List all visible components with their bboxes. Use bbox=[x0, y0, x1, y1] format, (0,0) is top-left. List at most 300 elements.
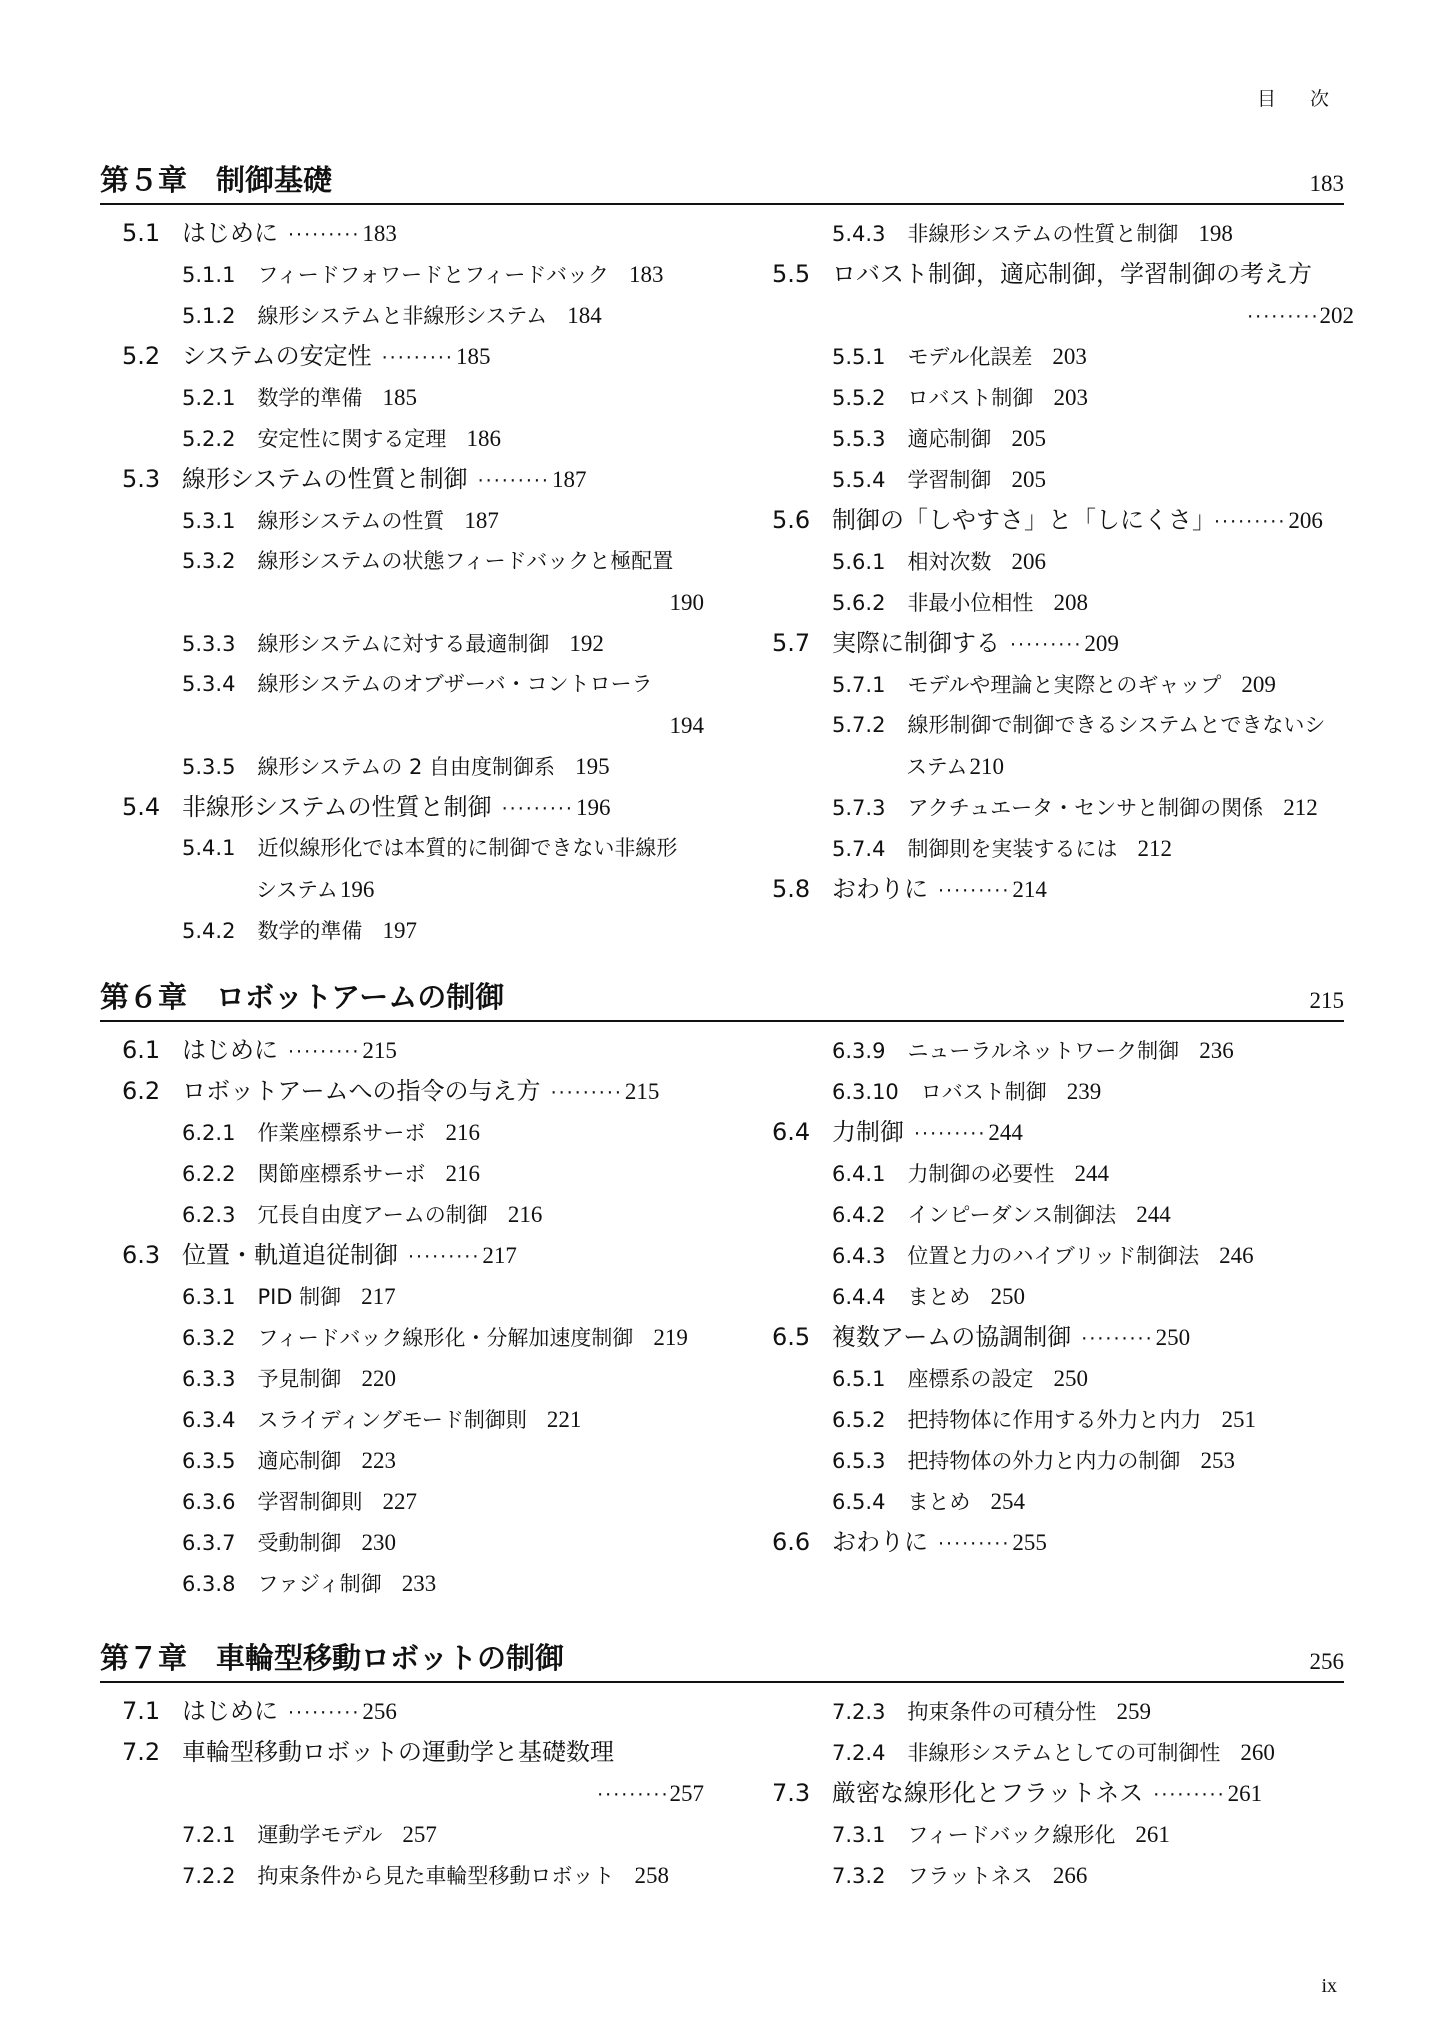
chapter-page: 215 bbox=[1309, 988, 1344, 1013]
subsection-number: 5.7.1 bbox=[832, 673, 886, 697]
section-title: システムの安定性 bbox=[182, 342, 372, 370]
subsection-title: 線形システムの 2 自由度制御系 bbox=[257, 755, 556, 779]
subsection-number: 6.5.1 bbox=[832, 1367, 886, 1391]
subsection-number: 5.3.4 bbox=[182, 672, 236, 696]
page-ref: 250 bbox=[1053, 1366, 1088, 1391]
toc-subsection-entry bbox=[122, 664, 704, 705]
subsection-number: 6.2.3 bbox=[182, 1203, 236, 1227]
subsection-number: 6.3.6 bbox=[182, 1490, 236, 1514]
subsection-title: ファジィ制御 bbox=[257, 1572, 382, 1596]
leader-dots: ········· bbox=[477, 470, 550, 492]
toc-subsection-entry bbox=[122, 295, 704, 336]
subsection-title: 適応制御 bbox=[907, 427, 992, 451]
toc-subsection-entry bbox=[772, 828, 1354, 869]
toc-subsection-entry bbox=[772, 1030, 1354, 1071]
section-number: 6.5 bbox=[772, 1323, 811, 1351]
leader-dots: ········· bbox=[1081, 1328, 1154, 1350]
page-ref: 183 bbox=[362, 221, 397, 246]
page-ref: 257 bbox=[669, 1781, 704, 1806]
subsection-number: 5.5.2 bbox=[832, 386, 886, 410]
page-ref: 230 bbox=[361, 1530, 396, 1555]
subsection-title: フィードバック線形化・分解加速度制御 bbox=[257, 1326, 634, 1350]
subsection-number: 7.2.3 bbox=[832, 1700, 886, 1724]
toc-section-entry bbox=[772, 500, 1354, 541]
page-ref: 210 bbox=[969, 754, 1005, 779]
page-ref: 215 bbox=[624, 1079, 660, 1104]
section-title: はじめに bbox=[182, 1036, 278, 1064]
subsection-number: 5.5.1 bbox=[832, 345, 886, 369]
subsection-number: 7.3.1 bbox=[832, 1823, 886, 1847]
page-ref: 239 bbox=[1066, 1079, 1102, 1104]
toc-section-entry bbox=[772, 1773, 1354, 1814]
section-number: 6.3 bbox=[122, 1241, 161, 1269]
section-number: 5.7 bbox=[772, 629, 811, 657]
leader-dots: ········· bbox=[1214, 511, 1287, 533]
chapter-title: 第７章 車輪型移動ロボットの制御 bbox=[100, 1641, 565, 1675]
page-ref: 190 bbox=[669, 590, 704, 615]
page-ref: 187 bbox=[464, 508, 499, 533]
leader-dots: ········· bbox=[1153, 1784, 1226, 1806]
page-ref: 194 bbox=[669, 713, 704, 738]
subsection-title: 適応制御 bbox=[257, 1449, 342, 1473]
page-ref: 212 bbox=[1137, 836, 1172, 861]
subsection-number: 7.2.4 bbox=[832, 1741, 886, 1765]
toc-subsection-entry bbox=[772, 582, 1354, 623]
subsection-number: 5.4.3 bbox=[832, 222, 886, 246]
section-number: 5.5 bbox=[772, 260, 811, 288]
section-number: 6.1 bbox=[122, 1036, 161, 1064]
section-title: 力制御 bbox=[832, 1118, 904, 1146]
section-title: はじめに bbox=[182, 219, 278, 247]
page-ref: 260 bbox=[1240, 1740, 1275, 1765]
page-ref: 221 bbox=[546, 1407, 582, 1432]
subsection-title: ロバスト制御 bbox=[907, 386, 1034, 410]
subsection-title: 位置と力のハイブリッド制御法 bbox=[907, 1244, 1200, 1268]
page-ref: 253 bbox=[1200, 1448, 1235, 1473]
subsection-title: 相対次数 bbox=[907, 550, 992, 574]
toc-subsection-entry bbox=[122, 1399, 704, 1440]
section-number: 5.4 bbox=[122, 793, 161, 821]
toc-page-line bbox=[122, 582, 704, 623]
chapter-page: 256 bbox=[1309, 1649, 1344, 1674]
section-title: 位置・軌道追従制御 bbox=[182, 1241, 398, 1269]
subsection-number: 5.7.4 bbox=[832, 837, 886, 861]
chapter-5 bbox=[100, 151, 1354, 943]
toc-subsection-entry bbox=[122, 1440, 704, 1481]
toc-subsection-entry bbox=[772, 418, 1354, 459]
subsection-title: 把持物体の外力と内力の制御 bbox=[907, 1449, 1181, 1473]
subsection-number: 6.4.3 bbox=[832, 1244, 886, 1268]
leader-dots: ········· bbox=[501, 798, 574, 820]
toc-subsection-entry bbox=[122, 1814, 704, 1855]
page-ref: 197 bbox=[382, 918, 417, 943]
subsection-title: 線形システムに対する最適制御 bbox=[257, 632, 550, 656]
toc-section-entry bbox=[122, 1235, 704, 1276]
subsection-title: 安定性に関する定理 bbox=[257, 427, 447, 451]
page-ref: 187 bbox=[551, 467, 587, 492]
page-ref: 236 bbox=[1199, 1038, 1234, 1063]
subsection-number: 5.5.3 bbox=[832, 427, 886, 451]
page-ref: 216 bbox=[445, 1161, 480, 1186]
page-ref: 220 bbox=[361, 1366, 396, 1391]
subsection-title: 拘束条件から見た車輪型移動ロボット bbox=[257, 1864, 615, 1888]
page-ref: 250 bbox=[1155, 1325, 1191, 1350]
toc-section-entry bbox=[122, 787, 704, 828]
toc-subsection-entry bbox=[772, 541, 1354, 582]
page-ref: 208 bbox=[1053, 590, 1088, 615]
section-number: 6.6 bbox=[772, 1528, 811, 1556]
page-ref: 203 bbox=[1052, 344, 1087, 369]
subsection-number: 6.4.2 bbox=[832, 1203, 886, 1227]
section-number: 6.2 bbox=[122, 1077, 161, 1105]
subsection-title: 線形システムの状態フィードバックと極配置 bbox=[257, 549, 674, 573]
toc-subsection-entry bbox=[772, 377, 1354, 418]
subsection-number: 5.4.2 bbox=[182, 919, 236, 943]
toc-subsection-entry bbox=[122, 623, 704, 664]
section-title: 線形システムの性質と制御 bbox=[182, 465, 468, 493]
toc-subsection-entry bbox=[122, 1563, 704, 1604]
section-title: 複数アームの協調制御 bbox=[832, 1323, 1072, 1351]
toc-subsection-entry bbox=[772, 1481, 1354, 1522]
section-title: おわりに bbox=[832, 875, 928, 903]
toc-section-entry bbox=[772, 623, 1354, 664]
toc-section-entry bbox=[772, 1522, 1354, 1563]
continued-title: システム bbox=[256, 878, 338, 902]
toc-subsection-entry bbox=[772, 1855, 1354, 1896]
toc-section-entry bbox=[772, 1317, 1354, 1358]
page-ref: 206 bbox=[1288, 508, 1323, 533]
leader-dots: ········· bbox=[408, 1246, 481, 1268]
page-ref: 217 bbox=[361, 1284, 396, 1309]
toc-section-entry bbox=[122, 1691, 704, 1732]
toc-subsection-entry bbox=[122, 1317, 704, 1358]
chapter-page: 183 bbox=[1309, 171, 1344, 196]
leader-dots: ········· bbox=[288, 1041, 361, 1063]
section-number: 7.3 bbox=[772, 1779, 811, 1807]
subsection-number: 6.5.4 bbox=[832, 1490, 886, 1514]
page-ref: 254 bbox=[990, 1489, 1025, 1514]
leader-dots: ········· bbox=[914, 1123, 987, 1145]
page-ref: 216 bbox=[507, 1202, 543, 1227]
subsection-title: フラットネス bbox=[907, 1864, 1033, 1888]
toc-subsection-entry bbox=[122, 1112, 704, 1153]
toc-subsection-entry bbox=[122, 418, 704, 459]
leader-dots: ········· bbox=[288, 1702, 361, 1724]
running-header: 目 次 bbox=[1256, 88, 1343, 110]
subsection-number: 5.3.2 bbox=[182, 549, 236, 573]
page-number: ix bbox=[1321, 1975, 1337, 1997]
toc-subsection-entry bbox=[772, 1691, 1354, 1732]
toc-page-line bbox=[122, 1773, 704, 1814]
leader-dots: ········· bbox=[288, 224, 361, 246]
toc-subsection-entry bbox=[122, 828, 704, 869]
subsection-title: 近似線形化では本質的に制御できない非線形 bbox=[257, 836, 678, 860]
subsection-number: 5.1.1 bbox=[182, 263, 236, 287]
page-ref: 244 bbox=[1074, 1161, 1109, 1186]
page-ref: 203 bbox=[1053, 385, 1088, 410]
section-title: 制御の「しやすさ」と「しにくさ」 bbox=[832, 506, 1204, 534]
subsection-number: 6.3.9 bbox=[832, 1039, 886, 1063]
section-number: 5.8 bbox=[772, 875, 811, 903]
page-ref: 219 bbox=[653, 1325, 688, 1350]
section-title: はじめに bbox=[182, 1697, 278, 1725]
leader-dots: ········· bbox=[938, 1533, 1011, 1555]
subsection-title: 数学的準備 bbox=[257, 386, 363, 410]
page-ref: 185 bbox=[382, 385, 417, 410]
subsection-title: アクチュエータ・センサと制御の関係 bbox=[907, 796, 1264, 820]
leader-dots: ········· bbox=[381, 347, 454, 369]
toc-subsection-entry bbox=[772, 1399, 1354, 1440]
subsection-title: 非線形システムとしての可制御性 bbox=[907, 1741, 1221, 1765]
toc-subsection-entry bbox=[122, 1481, 704, 1522]
toc-subsection-entry bbox=[772, 1276, 1354, 1317]
section-title: 実際に制御する bbox=[832, 629, 1000, 657]
subsection-number: 6.3.8 bbox=[182, 1572, 236, 1596]
subsection-title: フィードバック線形化 bbox=[907, 1823, 1116, 1847]
page-ref: 261 bbox=[1227, 1781, 1263, 1806]
chapter-heading bbox=[100, 151, 1344, 205]
page-ref: 244 bbox=[1136, 1202, 1171, 1227]
toc-subsection-entry bbox=[122, 1276, 704, 1317]
page-ref: 223 bbox=[361, 1448, 396, 1473]
subsection-title: ロバスト制御 bbox=[920, 1080, 1047, 1104]
subsection-number: 5.6.1 bbox=[832, 550, 886, 574]
toc-section-entry bbox=[122, 1071, 704, 1112]
page-ref: 258 bbox=[634, 1863, 669, 1888]
subsection-number: 6.4.1 bbox=[832, 1162, 886, 1186]
subsection-title: スライディングモード制御則 bbox=[257, 1408, 527, 1432]
subsection-number: 6.3.3 bbox=[182, 1367, 236, 1391]
page-ref: 205 bbox=[1011, 467, 1046, 492]
leader-dots: ········· bbox=[1010, 634, 1083, 656]
page-ref: 202 bbox=[1319, 303, 1354, 328]
section-number: 5.1 bbox=[122, 219, 161, 247]
subsection-number: 6.5.3 bbox=[832, 1449, 886, 1473]
toc-subsection-entry bbox=[772, 1194, 1354, 1235]
subsection-number: 5.4.1 bbox=[182, 836, 236, 860]
toc-entry-continuation bbox=[122, 869, 704, 910]
toc-subsection-entry bbox=[772, 1732, 1354, 1773]
subsection-number: 5.1.2 bbox=[182, 304, 236, 328]
toc-section-entry bbox=[122, 213, 704, 254]
chapter-heading bbox=[100, 968, 1344, 1022]
section-number: 7.2 bbox=[122, 1738, 161, 1766]
toc-subsection-entry bbox=[122, 1358, 704, 1399]
page-ref: 195 bbox=[575, 754, 610, 779]
subsection-title: 冗長自由度アームの制御 bbox=[257, 1203, 488, 1227]
page-ref: 250 bbox=[990, 1284, 1025, 1309]
subsection-title: 関節座標系サーボ bbox=[257, 1162, 426, 1186]
page-ref: 184 bbox=[567, 303, 602, 328]
section-number: 5.2 bbox=[122, 342, 161, 370]
section-number: 6.4 bbox=[772, 1118, 811, 1146]
toc-subsection-entry bbox=[772, 1358, 1354, 1399]
toc-subsection-entry bbox=[122, 910, 704, 951]
page-ref: 256 bbox=[362, 1699, 397, 1724]
page-ref: 196 bbox=[575, 795, 611, 820]
page-ref: 209 bbox=[1241, 672, 1276, 697]
toc-page-line bbox=[772, 295, 1354, 336]
toc-subsection-entry bbox=[772, 1153, 1354, 1194]
toc-section-entry bbox=[772, 869, 1354, 910]
subsection-title: PID 制御 bbox=[257, 1285, 342, 1309]
subsection-title: 学習制御 bbox=[907, 468, 992, 492]
toc-section-entry bbox=[772, 254, 1354, 295]
page-ref: 212 bbox=[1283, 795, 1318, 820]
subsection-title: 線形システムの性質 bbox=[257, 509, 445, 533]
subsection-number: 6.3.4 bbox=[182, 1408, 236, 1432]
section-title: 車輪型移動ロボットの運動学と基礎数理 bbox=[182, 1738, 614, 1766]
subsection-number: 5.5.4 bbox=[832, 468, 886, 492]
subsection-title: 予見制御 bbox=[257, 1367, 342, 1391]
subsection-number: 5.3.1 bbox=[182, 509, 236, 533]
subsection-number: 5.3.3 bbox=[182, 632, 236, 656]
subsection-number: 6.3.2 bbox=[182, 1326, 236, 1350]
toc-subsection-entry bbox=[122, 1855, 704, 1896]
leader-dots: ········· bbox=[597, 1784, 670, 1806]
section-title: ロボットアームへの指令の与え方 bbox=[182, 1077, 541, 1105]
toc-section-entry bbox=[772, 1112, 1354, 1153]
continued-title: ステム bbox=[906, 755, 968, 779]
subsection-title: 非最小位相性 bbox=[907, 591, 1034, 615]
toc-subsection-entry bbox=[122, 500, 704, 541]
subsection-number: 6.2.2 bbox=[182, 1162, 236, 1186]
page-ref: 216 bbox=[445, 1120, 480, 1145]
subsection-number: 6.4.4 bbox=[832, 1285, 886, 1309]
toc-section-entry bbox=[122, 459, 704, 500]
page-ref: 255 bbox=[1012, 1530, 1047, 1555]
subsection-number: 5.6.2 bbox=[832, 591, 886, 615]
subsection-title: 受動制御 bbox=[257, 1531, 342, 1555]
subsection-title: 運動学モデル bbox=[257, 1823, 383, 1847]
toc-subsection-entry bbox=[772, 1440, 1354, 1481]
toc-subsection-entry bbox=[122, 377, 704, 418]
subsection-title: 学習制御則 bbox=[257, 1490, 363, 1514]
subsection-title: 非線形システムの性質と制御 bbox=[907, 222, 1179, 246]
section-number: 5.3 bbox=[122, 465, 161, 493]
toc-subsection-entry bbox=[122, 746, 704, 787]
section-number: 5.6 bbox=[772, 506, 811, 534]
toc-subsection-entry bbox=[122, 541, 704, 582]
subsection-number: 6.3.7 bbox=[182, 1531, 236, 1555]
toc-subsection-entry bbox=[772, 705, 1354, 746]
subsection-title: ニューラルネットワーク制御 bbox=[907, 1039, 1180, 1063]
toc-subsection-entry bbox=[772, 664, 1354, 705]
subsection-title: 座標系の設定 bbox=[907, 1367, 1034, 1391]
leader-dots: ········· bbox=[550, 1082, 623, 1104]
page-ref: 227 bbox=[382, 1489, 417, 1514]
subsection-number: 7.2.2 bbox=[182, 1864, 236, 1888]
page-ref: 244 bbox=[988, 1120, 1023, 1145]
page-ref: 261 bbox=[1135, 1822, 1170, 1847]
chapter-heading bbox=[100, 1629, 1344, 1683]
toc-subsection-entry bbox=[122, 254, 704, 295]
leader-dots: ········· bbox=[938, 880, 1011, 902]
subsection-number: 5.2.1 bbox=[182, 386, 236, 410]
toc-subsection-entry bbox=[772, 459, 1354, 500]
section-title: 非線形システムの性質と制御 bbox=[182, 793, 492, 821]
subsection-title: 力制御の必要性 bbox=[907, 1162, 1055, 1186]
subsection-number: 5.7.3 bbox=[832, 796, 886, 820]
toc-section-entry bbox=[122, 1732, 704, 1773]
page-ref: 259 bbox=[1116, 1699, 1151, 1724]
page-ref: 214 bbox=[1012, 877, 1047, 902]
subsection-number: 6.3.10 bbox=[832, 1080, 899, 1104]
subsection-number: 5.3.5 bbox=[182, 755, 236, 779]
toc-section-entry bbox=[122, 336, 704, 377]
subsection-number: 6.5.2 bbox=[832, 1408, 886, 1432]
subsection-title: 作業座標系サーボ bbox=[257, 1121, 426, 1145]
toc-subsection-entry bbox=[772, 1235, 1354, 1276]
subsection-title: まとめ bbox=[907, 1285, 971, 1309]
subsection-title: 数学的準備 bbox=[257, 919, 363, 943]
section-title: 厳密な線形化とフラットネス bbox=[832, 1779, 1144, 1807]
toc-section-entry bbox=[122, 1030, 704, 1071]
chapter-title: 第６章 ロボットアームの制御 bbox=[100, 980, 505, 1014]
chapter-6 bbox=[100, 968, 1344, 1596]
toc-subsection-entry bbox=[772, 1071, 1354, 1112]
toc-subsection-entry bbox=[772, 213, 1354, 254]
toc-subsection-entry bbox=[122, 1153, 704, 1194]
subsection-number: 5.7.2 bbox=[832, 713, 886, 737]
toc-subsection-entry bbox=[122, 1522, 704, 1563]
subsection-number: 5.2.2 bbox=[182, 427, 236, 451]
page-ref: 266 bbox=[1052, 1863, 1088, 1888]
page-ref: 192 bbox=[569, 631, 604, 656]
toc-subsection-entry bbox=[772, 1814, 1354, 1855]
toc-subsection-entry bbox=[122, 1194, 704, 1235]
subsection-title: 拘束条件の可積分性 bbox=[907, 1700, 1097, 1724]
subsection-number: 6.3.5 bbox=[182, 1449, 236, 1473]
toc-page-line bbox=[122, 705, 704, 746]
subsection-title: まとめ bbox=[907, 1490, 971, 1514]
page-ref: 251 bbox=[1221, 1407, 1256, 1432]
subsection-number: 7.2.1 bbox=[182, 1823, 236, 1847]
subsection-title: モデル化誤差 bbox=[907, 345, 1033, 369]
page-ref: 217 bbox=[482, 1243, 517, 1268]
subsection-title: 線形システムのオブザーバ・コントローラ bbox=[257, 672, 653, 696]
page-ref: 209 bbox=[1084, 631, 1119, 656]
subsection-number: 7.3.2 bbox=[832, 1864, 886, 1888]
toc-subsection-entry bbox=[772, 787, 1354, 828]
subsection-title: モデルや理論と実際とのギャップ bbox=[907, 673, 1222, 697]
section-number: 7.1 bbox=[122, 1697, 161, 1725]
subsection-title: インピーダンス制御法 bbox=[907, 1203, 1117, 1227]
subsection-title: 把持物体に作用する外力と内力 bbox=[907, 1408, 1202, 1432]
page-ref: 206 bbox=[1011, 549, 1046, 574]
chapter-7 bbox=[100, 1629, 1344, 1888]
subsection-title: フィードフォワードとフィードバック bbox=[257, 263, 609, 287]
subsection-title: 線形システムと非線形システム bbox=[257, 304, 548, 328]
section-title: おわりに bbox=[832, 1528, 928, 1556]
page-ref: 205 bbox=[1011, 426, 1046, 451]
subsection-number: 6.2.1 bbox=[182, 1121, 236, 1145]
page-ref: 215 bbox=[362, 1038, 397, 1063]
subsection-number: 6.3.1 bbox=[182, 1285, 236, 1309]
page-ref: 183 bbox=[628, 262, 664, 287]
page-ref: 233 bbox=[401, 1571, 437, 1596]
chapter-title: 第５章 制御基礎 bbox=[100, 163, 333, 197]
leader-dots: ········· bbox=[1247, 306, 1320, 328]
toc-subsection-entry bbox=[772, 336, 1354, 377]
section-title: ロバスト制御，適応制御，学習制御の考え方 bbox=[832, 260, 1312, 288]
page-ref: 198 bbox=[1198, 221, 1233, 246]
page-ref: 185 bbox=[455, 344, 491, 369]
subsection-title: 線形制御で制御できるシステムとできないシ bbox=[907, 713, 1326, 737]
subsection-title: 制御則を実装するには bbox=[907, 837, 1118, 861]
page-ref: 257 bbox=[402, 1822, 437, 1847]
page-ref: 186 bbox=[466, 426, 501, 451]
